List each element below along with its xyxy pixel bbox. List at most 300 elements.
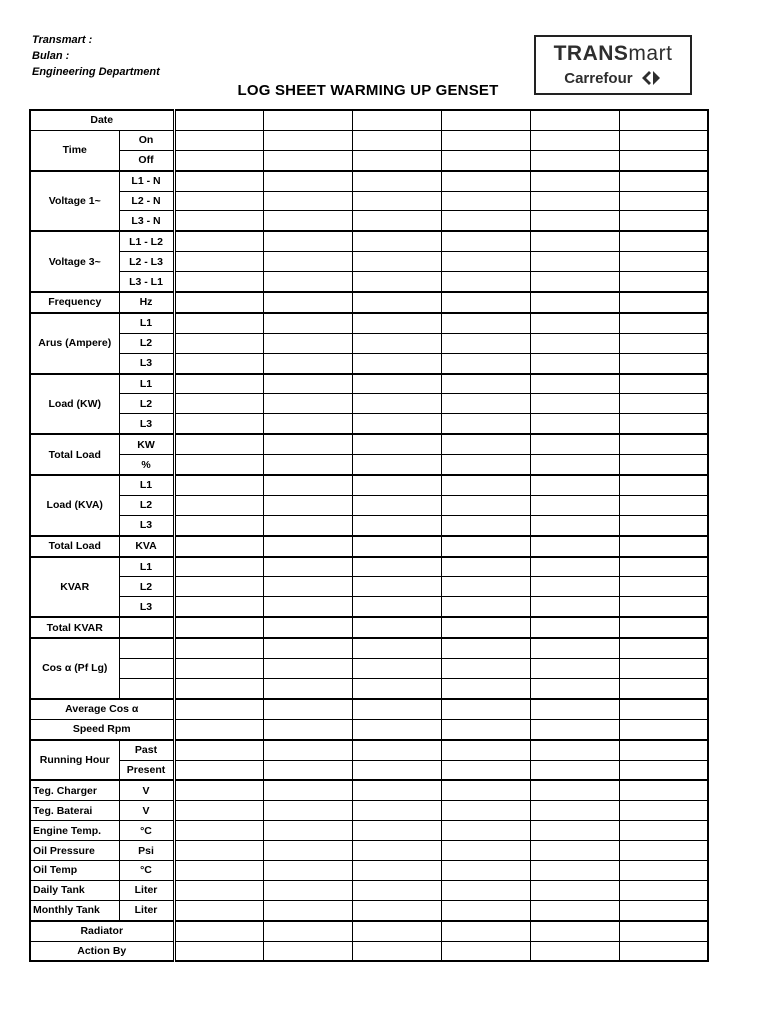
log-entry-cell[interactable] — [174, 495, 263, 515]
log-entry-cell[interactable] — [441, 434, 530, 454]
log-entry-cell[interactable] — [530, 860, 619, 880]
row-unit-label: L2 — [119, 394, 174, 414]
log-entry-cell[interactable] — [352, 313, 441, 333]
row-group-label: Action By — [30, 941, 174, 961]
log-entry-cell[interactable] — [352, 515, 441, 535]
log-entry-cell[interactable] — [530, 171, 619, 191]
log-entry-cell[interactable] — [352, 455, 441, 475]
log-entry-cell[interactable] — [530, 374, 619, 394]
table-row — [30, 394, 708, 414]
log-entry-cell[interactable] — [530, 780, 619, 800]
table-row — [30, 921, 708, 941]
log-entry-cell[interactable] — [352, 941, 441, 961]
log-entry-cell[interactable] — [619, 941, 708, 961]
log-entry-cell[interactable] — [441, 617, 530, 638]
table-row — [30, 191, 708, 211]
log-entry-cell[interactable] — [441, 171, 530, 191]
log-entry-cell[interactable] — [174, 699, 263, 719]
log-entry-cell[interactable] — [530, 536, 619, 557]
log-entry-cell[interactable] — [352, 353, 441, 373]
log-entry-cell[interactable] — [352, 171, 441, 191]
log-entry-cell[interactable] — [352, 292, 441, 313]
log-entry-cell[interactable] — [174, 515, 263, 535]
log-entry-cell[interactable] — [352, 394, 441, 414]
log-entry-cell[interactable] — [619, 150, 708, 170]
log-entry-cell[interactable] — [263, 699, 352, 719]
log-entry-cell[interactable] — [352, 638, 441, 658]
log-entry-cell[interactable] — [263, 659, 352, 679]
log-entry-cell[interactable] — [441, 495, 530, 515]
log-entry-cell[interactable] — [263, 780, 352, 800]
log-entry-cell[interactable] — [619, 313, 708, 333]
log-entry-cell[interactable] — [619, 130, 708, 150]
log-entry-cell[interactable] — [530, 699, 619, 719]
log-entry-cell[interactable] — [174, 760, 263, 780]
log-entry-cell[interactable] — [441, 638, 530, 658]
store-label: Transmart : — [32, 34, 93, 46]
log-entry-cell[interactable] — [530, 272, 619, 292]
row-group-label: Total Load — [30, 434, 119, 475]
row-unit-label: L2 - N — [119, 191, 174, 211]
log-entry-cell[interactable] — [352, 577, 441, 597]
row-unit-label: V — [119, 801, 174, 821]
log-entry-cell[interactable] — [619, 821, 708, 841]
log-entry-cell[interactable] — [619, 434, 708, 454]
log-entry-cell[interactable] — [530, 211, 619, 231]
log-entry-cell[interactable] — [352, 191, 441, 211]
log-entry-cell[interactable] — [352, 617, 441, 638]
log-entry-cell[interactable] — [530, 130, 619, 150]
log-entry-cell[interactable] — [263, 597, 352, 617]
log-entry-cell[interactable] — [619, 414, 708, 434]
log-entry-cell[interactable] — [530, 434, 619, 454]
log-entry-cell[interactable] — [530, 841, 619, 861]
table-row — [30, 536, 708, 557]
log-entry-cell[interactable] — [263, 941, 352, 961]
log-entry-cell[interactable] — [441, 211, 530, 231]
log-entry-cell[interactable] — [263, 211, 352, 231]
log-entry-cell[interactable] — [263, 394, 352, 414]
log-entry-cell[interactable] — [263, 110, 352, 130]
log-entry-cell[interactable] — [530, 597, 619, 617]
log-entry-cell[interactable] — [619, 231, 708, 251]
log-entry-cell[interactable] — [530, 231, 619, 251]
log-entry-cell[interactable] — [619, 272, 708, 292]
log-entry-cell[interactable] — [441, 150, 530, 170]
log-entry-cell[interactable] — [263, 333, 352, 353]
log-entry-cell[interactable] — [530, 900, 619, 920]
log-entry-cell[interactable] — [352, 921, 441, 941]
log-entry-cell[interactable] — [352, 719, 441, 739]
log-entry-cell[interactable] — [619, 740, 708, 760]
row-unit-label: On — [119, 130, 174, 150]
log-entry-cell[interactable] — [174, 941, 263, 961]
log-entry-cell[interactable] — [352, 821, 441, 841]
log-entry-cell[interactable] — [441, 191, 530, 211]
table-row — [30, 941, 708, 961]
table-row — [30, 659, 708, 679]
table-row — [30, 353, 708, 373]
log-entry-cell[interactable] — [352, 536, 441, 557]
log-entry-cell[interactable] — [352, 374, 441, 394]
log-entry-cell[interactable] — [174, 880, 263, 900]
log-entry-cell[interactable] — [441, 699, 530, 719]
log-entry-cell[interactable] — [441, 557, 530, 577]
log-entry-cell[interactable] — [263, 475, 352, 495]
log-entry-cell[interactable] — [352, 597, 441, 617]
row-unit-label: L1 — [119, 557, 174, 577]
log-entry-cell[interactable] — [619, 515, 708, 535]
log-entry-cell[interactable] — [530, 475, 619, 495]
log-entry-cell[interactable] — [352, 434, 441, 454]
log-entry-cell[interactable] — [619, 475, 708, 495]
table-row — [30, 515, 708, 535]
log-entry-cell[interactable] — [441, 860, 530, 880]
log-entry-cell[interactable] — [530, 557, 619, 577]
log-entry-cell[interactable] — [441, 353, 530, 373]
log-entry-cell[interactable] — [619, 678, 708, 698]
log-entry-cell[interactable] — [530, 292, 619, 313]
log-entry-cell[interactable] — [263, 374, 352, 394]
log-entry-cell[interactable] — [530, 313, 619, 333]
log-entry-cell[interactable] — [530, 455, 619, 475]
log-entry-cell[interactable] — [619, 860, 708, 880]
table-row — [30, 313, 708, 333]
row-unit-label: °C — [119, 860, 174, 880]
log-entry-cell[interactable] — [530, 678, 619, 698]
log-entry-cell[interactable] — [530, 495, 619, 515]
table-row — [30, 150, 708, 170]
log-entry-cell[interactable] — [441, 515, 530, 535]
log-entry-cell[interactable] — [174, 191, 263, 211]
log-entry-cell[interactable] — [530, 515, 619, 535]
log-entry-cell[interactable] — [441, 313, 530, 333]
log-entry-cell[interactable] — [174, 921, 263, 941]
log-entry-cell[interactable] — [263, 434, 352, 454]
table-row — [30, 880, 708, 900]
log-entry-cell[interactable] — [263, 678, 352, 698]
log-entry-cell[interactable] — [263, 130, 352, 150]
log-entry-cell[interactable] — [263, 455, 352, 475]
log-entry-cell[interactable] — [352, 414, 441, 434]
row-group-label: Total Load — [30, 536, 119, 557]
row-group-label: Teg. Baterai — [30, 801, 119, 821]
log-entry-cell[interactable] — [174, 171, 263, 191]
log-entry-cell[interactable] — [619, 780, 708, 800]
log-entry-cell[interactable] — [530, 414, 619, 434]
log-entry-cell[interactable] — [263, 577, 352, 597]
log-entry-cell[interactable] — [263, 841, 352, 861]
log-entry-cell[interactable] — [352, 495, 441, 515]
log-entry-cell[interactable] — [263, 414, 352, 434]
log-entry-cell[interactable] — [441, 841, 530, 861]
log-entry-cell[interactable] — [441, 292, 530, 313]
log-entry-cell[interactable] — [174, 374, 263, 394]
log-entry-cell[interactable] — [174, 801, 263, 821]
table-row — [30, 434, 708, 454]
table-row — [30, 374, 708, 394]
log-entry-cell[interactable] — [619, 841, 708, 861]
log-entry-cell[interactable] — [352, 780, 441, 800]
row-unit-label: L1 — [119, 313, 174, 333]
log-entry-cell[interactable] — [174, 333, 263, 353]
log-entry-cell[interactable] — [619, 353, 708, 373]
log-entry-cell[interactable] — [263, 495, 352, 515]
log-entry-cell[interactable] — [530, 880, 619, 900]
log-entry-cell[interactable] — [263, 801, 352, 821]
log-entry-cell[interactable] — [352, 272, 441, 292]
log-entry-cell[interactable] — [263, 171, 352, 191]
log-entry-cell[interactable] — [174, 638, 263, 658]
table-row — [30, 678, 708, 698]
log-entry-cell[interactable] — [352, 699, 441, 719]
log-entry-cell[interactable] — [441, 475, 530, 495]
table-row — [30, 333, 708, 353]
log-entry-cell[interactable] — [174, 150, 263, 170]
log-entry-cell[interactable] — [174, 597, 263, 617]
log-entry-cell[interactable] — [263, 515, 352, 535]
log-entry-cell[interactable] — [441, 659, 530, 679]
log-entry-cell[interactable] — [619, 394, 708, 414]
log-entry-cell[interactable] — [352, 475, 441, 495]
log-entry-cell[interactable] — [263, 821, 352, 841]
log-entry-cell[interactable] — [352, 333, 441, 353]
log-entry-cell[interactable] — [263, 900, 352, 920]
log-entry-cell[interactable] — [441, 921, 530, 941]
log-entry-cell[interactable] — [174, 252, 263, 272]
log-entry-cell[interactable] — [174, 860, 263, 880]
logo-brand-part1: TRANS — [553, 42, 629, 65]
log-entry-cell[interactable] — [174, 455, 263, 475]
log-entry-cell[interactable] — [352, 110, 441, 130]
log-entry-cell[interactable] — [619, 171, 708, 191]
log-sheet-table — [29, 109, 709, 962]
log-entry-cell[interactable] — [263, 860, 352, 880]
log-entry-cell[interactable] — [352, 841, 441, 861]
log-entry-cell[interactable] — [263, 536, 352, 557]
log-entry-cell[interactable] — [619, 333, 708, 353]
log-entry-cell[interactable] — [441, 252, 530, 272]
row-unit-label: °C — [119, 821, 174, 841]
log-entry-cell[interactable] — [619, 455, 708, 475]
row-unit-label: L3 — [119, 597, 174, 617]
log-entry-cell[interactable] — [530, 740, 619, 760]
row-group-label: Average Cos α — [30, 699, 174, 719]
log-entry-cell[interactable] — [619, 374, 708, 394]
log-entry-cell[interactable] — [441, 394, 530, 414]
log-entry-cell[interactable] — [263, 617, 352, 638]
log-entry-cell[interactable] — [174, 536, 263, 557]
log-entry-cell[interactable] — [619, 659, 708, 679]
log-entry-cell[interactable] — [263, 719, 352, 739]
log-entry-cell[interactable] — [619, 536, 708, 557]
log-entry-cell[interactable] — [619, 110, 708, 130]
log-entry-cell[interactable] — [174, 659, 263, 679]
log-entry-cell[interactable] — [263, 292, 352, 313]
log-entry-cell[interactable] — [530, 191, 619, 211]
log-entry-cell[interactable] — [352, 557, 441, 577]
log-entry-cell[interactable] — [263, 557, 352, 577]
log-entry-cell[interactable] — [441, 130, 530, 150]
log-entry-cell[interactable] — [619, 921, 708, 941]
log-entry-cell[interactable] — [174, 434, 263, 454]
log-entry-cell[interactable] — [619, 577, 708, 597]
transmart-carrefour-logo — [534, 35, 692, 95]
log-entry-cell[interactable] — [174, 130, 263, 150]
log-entry-cell[interactable] — [441, 780, 530, 800]
log-entry-cell[interactable] — [619, 900, 708, 920]
log-entry-cell[interactable] — [352, 252, 441, 272]
row-group-label: Date — [30, 110, 174, 130]
log-entry-cell[interactable] — [263, 638, 352, 658]
log-entry-cell[interactable] — [263, 760, 352, 780]
log-entry-cell[interactable] — [263, 191, 352, 211]
log-entry-cell[interactable] — [619, 252, 708, 272]
row-group-label: KVAR — [30, 557, 119, 618]
log-entry-cell[interactable] — [352, 880, 441, 900]
log-entry-cell[interactable] — [619, 880, 708, 900]
log-entry-cell[interactable] — [441, 110, 530, 130]
log-entry-cell[interactable] — [619, 597, 708, 617]
log-entry-cell[interactable] — [174, 414, 263, 434]
log-entry-cell[interactable] — [174, 394, 263, 414]
log-entry-cell[interactable] — [530, 638, 619, 658]
log-entry-cell[interactable] — [352, 801, 441, 821]
log-entry-cell[interactable] — [441, 414, 530, 434]
log-entry-cell[interactable] — [352, 130, 441, 150]
log-entry-cell[interactable] — [530, 394, 619, 414]
log-entry-cell[interactable] — [263, 880, 352, 900]
log-entry-cell[interactable] — [619, 719, 708, 739]
row-group-label: Load (KW) — [30, 374, 119, 435]
log-entry-cell[interactable] — [441, 760, 530, 780]
logo-sub-brand — [536, 70, 690, 87]
log-entry-cell[interactable] — [352, 760, 441, 780]
log-entry-cell[interactable] — [619, 191, 708, 211]
log-entry-cell[interactable] — [263, 921, 352, 941]
log-entry-cell[interactable] — [174, 841, 263, 861]
log-entry-cell[interactable] — [352, 740, 441, 760]
log-entry-cell[interactable] — [174, 577, 263, 597]
log-entry-cell[interactable] — [619, 495, 708, 515]
log-entry-cell[interactable] — [619, 638, 708, 658]
log-entry-cell[interactable] — [619, 699, 708, 719]
row-group-label: Radiator — [30, 921, 174, 941]
logo-brand — [536, 43, 690, 65]
log-entry-cell[interactable] — [174, 211, 263, 231]
log-entry-cell[interactable] — [530, 801, 619, 821]
log-entry-cell[interactable] — [174, 678, 263, 698]
log-entry-cell[interactable] — [619, 617, 708, 638]
log-entry-cell[interactable] — [441, 272, 530, 292]
log-entry-cell[interactable] — [441, 231, 530, 251]
log-entry-cell[interactable] — [619, 211, 708, 231]
log-entry-cell[interactable] — [174, 719, 263, 739]
log-entry-cell[interactable] — [174, 900, 263, 920]
log-entry-cell[interactable] — [530, 333, 619, 353]
table-row — [30, 597, 708, 617]
log-entry-cell[interactable] — [174, 780, 263, 800]
log-entry-cell[interactable] — [441, 740, 530, 760]
log-entry-cell[interactable] — [263, 353, 352, 373]
log-entry-cell[interactable] — [352, 678, 441, 698]
log-entry-cell[interactable] — [441, 678, 530, 698]
log-entry-cell[interactable] — [441, 597, 530, 617]
log-entry-cell[interactable] — [352, 231, 441, 251]
log-entry-cell[interactable] — [174, 821, 263, 841]
log-entry-cell[interactable] — [174, 353, 263, 373]
log-entry-cell[interactable] — [619, 760, 708, 780]
log-entry-cell[interactable] — [441, 801, 530, 821]
log-entry-cell[interactable] — [441, 900, 530, 920]
log-entry-cell[interactable] — [441, 941, 530, 961]
log-entry-cell[interactable] — [530, 577, 619, 597]
log-entry-cell[interactable] — [263, 150, 352, 170]
log-entry-cell[interactable] — [263, 272, 352, 292]
log-entry-cell[interactable] — [619, 557, 708, 577]
log-entry-cell[interactable] — [174, 313, 263, 333]
log-entry-cell[interactable] — [174, 231, 263, 251]
log-entry-cell[interactable] — [352, 860, 441, 880]
log-entry-cell[interactable] — [263, 231, 352, 251]
log-entry-cell[interactable] — [441, 536, 530, 557]
log-entry-cell[interactable] — [530, 921, 619, 941]
log-entry-cell[interactable] — [441, 374, 530, 394]
log-entry-cell[interactable] — [352, 150, 441, 170]
row-unit-label: L3 - N — [119, 211, 174, 231]
log-entry-cell[interactable] — [441, 577, 530, 597]
row-unit-label: L1 - L2 — [119, 231, 174, 251]
log-entry-cell[interactable] — [530, 760, 619, 780]
log-entry-cell[interactable] — [530, 719, 619, 739]
log-entry-cell[interactable] — [619, 801, 708, 821]
log-entry-cell[interactable] — [619, 292, 708, 313]
table-row — [30, 900, 708, 920]
log-entry-cell[interactable] — [263, 740, 352, 760]
row-group-label: Voltage 3~ — [30, 231, 119, 292]
log-entry-cell[interactable] — [530, 659, 619, 679]
log-entry-cell[interactable] — [174, 740, 263, 760]
row-unit-label: L2 - L3 — [119, 252, 174, 272]
log-entry-cell[interactable] — [174, 292, 263, 313]
log-entry-cell[interactable] — [174, 617, 263, 638]
log-entry-cell[interactable] — [352, 659, 441, 679]
log-entry-cell[interactable] — [530, 941, 619, 961]
row-unit-label: KVA — [119, 536, 174, 557]
log-entry-cell[interactable] — [441, 880, 530, 900]
log-entry-cell[interactable] — [174, 110, 263, 130]
log-entry-cell[interactable] — [174, 557, 263, 577]
log-entry-cell[interactable] — [441, 719, 530, 739]
log-entry-cell[interactable] — [352, 900, 441, 920]
log-entry-cell[interactable] — [530, 252, 619, 272]
log-entry-cell[interactable] — [530, 110, 619, 130]
log-entry-cell[interactable] — [352, 211, 441, 231]
log-entry-cell[interactable] — [530, 353, 619, 373]
row-unit-label: Hz — [119, 292, 174, 313]
log-entry-cell[interactable] — [441, 333, 530, 353]
log-entry-cell[interactable] — [174, 475, 263, 495]
log-entry-cell[interactable] — [530, 821, 619, 841]
log-entry-cell[interactable] — [441, 821, 530, 841]
row-group-label: Cos α (Pf Lg) — [30, 638, 119, 699]
log-entry-cell[interactable] — [263, 313, 352, 333]
log-entry-cell[interactable] — [263, 252, 352, 272]
log-entry-cell[interactable] — [174, 272, 263, 292]
log-entry-cell[interactable] — [441, 455, 530, 475]
log-entry-cell[interactable] — [530, 150, 619, 170]
log-entry-cell[interactable] — [530, 617, 619, 638]
